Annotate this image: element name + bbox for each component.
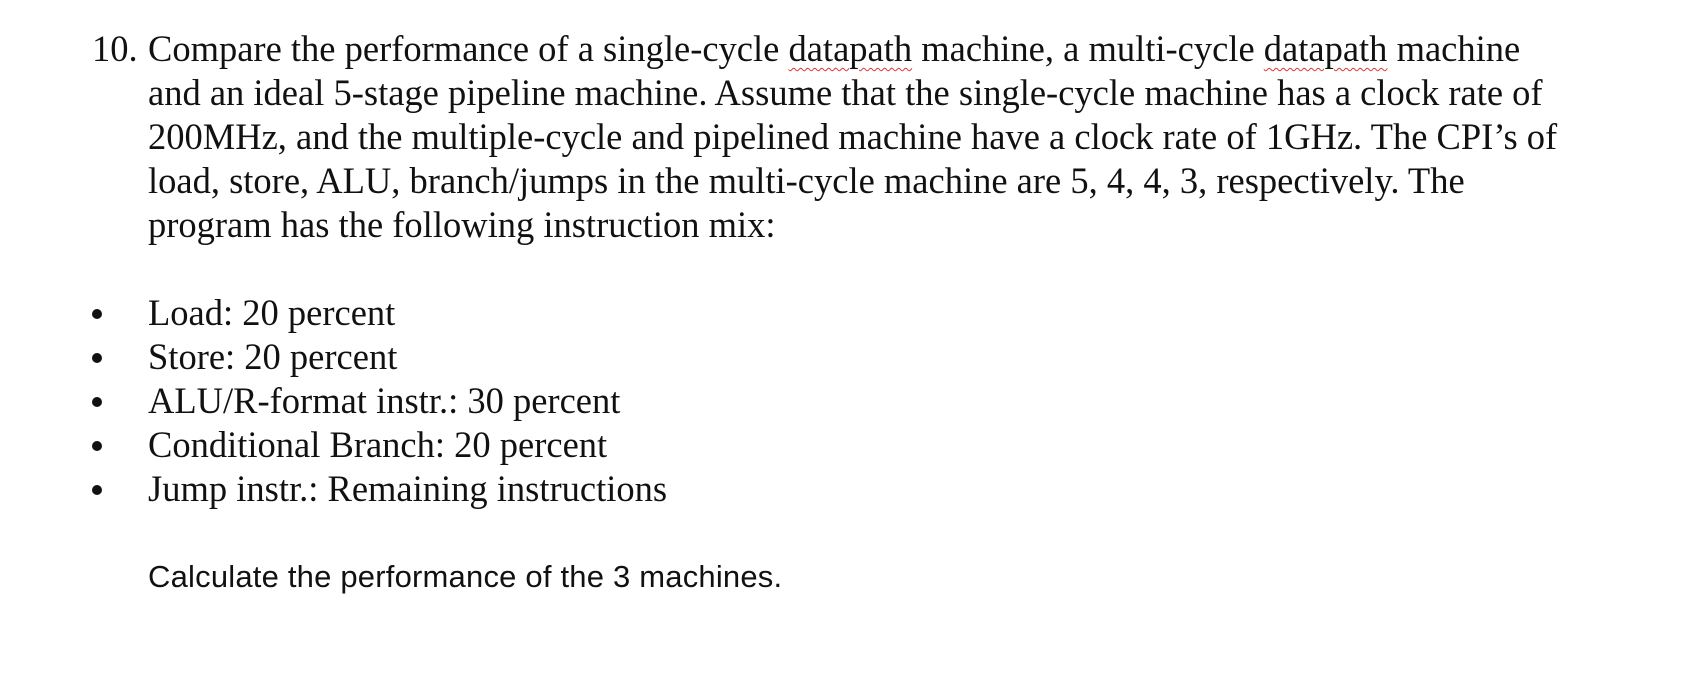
question-line-4: load, store, ALU, branch/jumps in the multi-cycle machine are 5, 4, 4, 3, respectively. The xyxy=(148,160,1465,201)
question-text xyxy=(148,27,1692,247)
list-item-text: Load: 20 percent xyxy=(148,292,396,333)
bullet-icon xyxy=(92,353,102,363)
question-line-1-part-b: machine, a multi-cycle xyxy=(912,28,1264,69)
misspelled-word-datapath: datapath xyxy=(1263,28,1388,69)
question-line-2: and an ideal 5-stage pipeline machine. Assume that the single-cycle machine has a clock rate of xyxy=(148,72,1543,113)
question-line-5: program has the following instruction mix: xyxy=(148,204,776,245)
bullet-icon xyxy=(92,397,102,407)
bullet-icon xyxy=(92,485,102,495)
list-item-text: Conditional Branch: 20 percent xyxy=(148,424,608,465)
question-line-1-part-a: Compare the performance of a single-cycle xyxy=(148,28,789,69)
bullet-icon xyxy=(92,309,102,319)
question-number: 10. xyxy=(92,28,138,69)
list-item-text: Store: 20 percent xyxy=(148,336,398,377)
question-line-1-part-c: machine xyxy=(1387,28,1521,69)
closing-instruction: Calculate the performance of the 3 machines. xyxy=(148,559,783,594)
misspelled-word-datapath: datapath xyxy=(788,28,913,69)
question-line-3: 200MHz, and the multiple-cycle and pipelined machine have a clock rate of 1GHz. The CPI’s of xyxy=(148,116,1558,157)
bullet-icon xyxy=(92,441,102,451)
question-line-1 xyxy=(148,27,1692,71)
list-item-text: Jump instr.: Remaining instructions xyxy=(148,468,668,509)
list-item-text: ALU/R-format instr.: 30 percent xyxy=(148,380,621,421)
